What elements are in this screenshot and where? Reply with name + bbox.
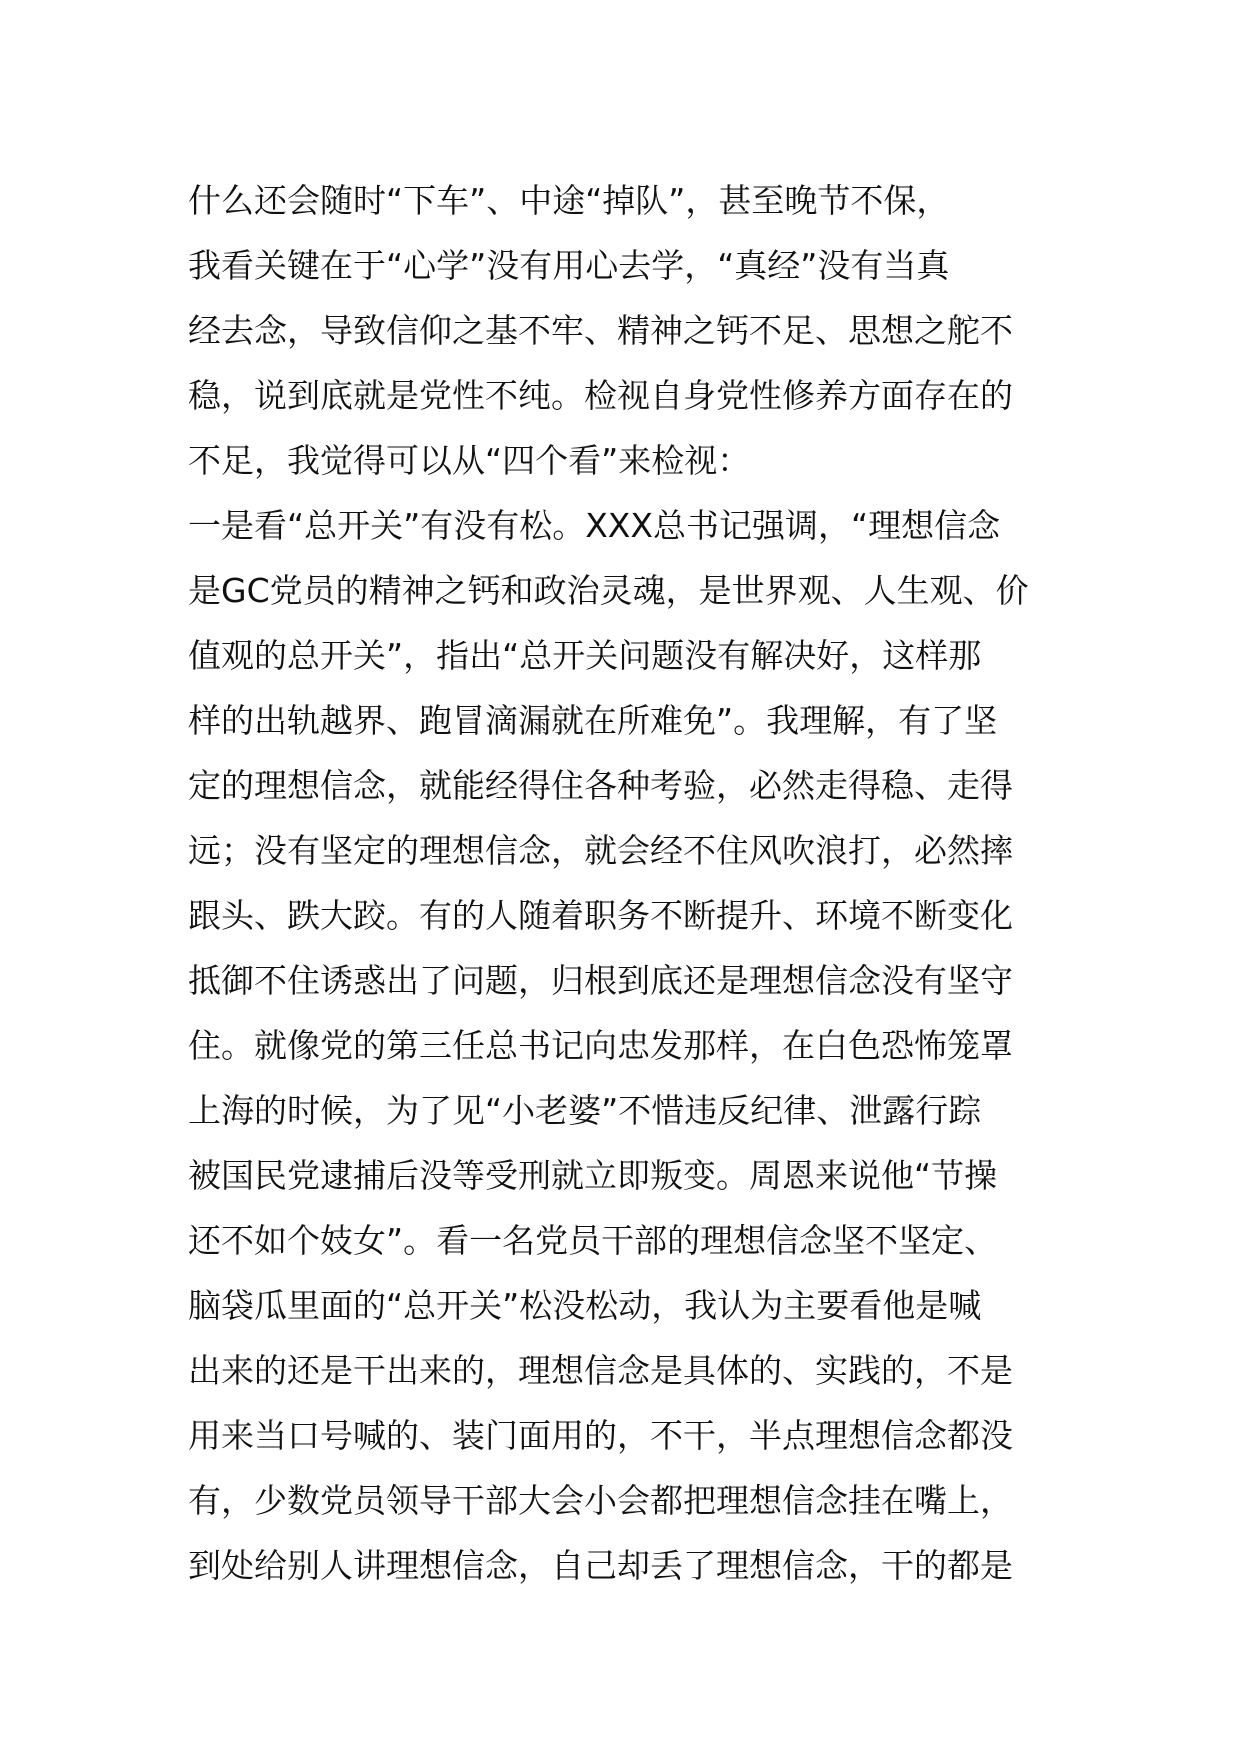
text-line: 有，少数党员领导干部大会小会都把理想信念挂在嘴上， xyxy=(188,1481,1013,1520)
text-line: 是GC党员的精神之钙和政治灵魂，是世界观、人生观、价 xyxy=(188,571,1029,610)
text-line: 一是看“总开关”有没有松。XXX总书记强调，“理想信念 xyxy=(188,506,1001,545)
text-line: 远；没有坚定的理想信念，就会经不住风吹浪打，必然摔 xyxy=(188,831,1013,870)
text-line: 值观的总开关”，指出“总开关问题没有解决好，这样那 xyxy=(188,636,982,675)
text-line: 用来当口号喊的、装门面用的，不干，半点理想信念都没 xyxy=(188,1416,1013,1455)
text-line: 稳，说到底就是党性不纯。检视自身党性修养方面存在的 xyxy=(188,376,1013,415)
text-line: 什么还会随时“下车”、中途“掉队”，甚至晚节不保， xyxy=(188,181,950,220)
text-line: 脑袋瓜里面的“总开关”松没松动，我认为主要看他是喊 xyxy=(188,1286,982,1325)
text-line: 经去念，导致信仰之基不牢、精神之钙不足、思想之舵不 xyxy=(188,311,1013,350)
text-line: 被国民党逮捕后没等受刑就立即叛变。周恩来说他“节操 xyxy=(188,1156,998,1195)
text-line: 跟头、跌大跤。有的人随着职务不断提升、环境不断变化 xyxy=(188,896,1013,935)
text-line: 抵御不住诱惑出了问题，归根到底还是理想信念没有坚守 xyxy=(188,961,1013,1000)
text-line: 还不如个妓女”。看一名党员干部的理想信念坚不坚定、 xyxy=(188,1221,998,1260)
text-line: 不足，我觉得可以从“四个看”来检视： xyxy=(188,441,751,480)
text-line: 上海的时候，为了见“小老婆”不惜违反纪律、泄露行踪 xyxy=(188,1091,982,1130)
body-text xyxy=(188,168,1058,1598)
text-line: 出来的还是干出来的，理想信念是具体的、实践的，不是 xyxy=(188,1351,1013,1390)
text-line: 定的理想信念，就能经得住各种考验，必然走得稳、走得 xyxy=(188,766,1013,805)
text-line: 住。就像党的第三任总书记向忠发那样，在白色恐怖笼罩 xyxy=(188,1026,1013,1065)
text-line: 到处给别人讲理想信念，自己却丢了理想信念，干的都是 xyxy=(188,1546,1013,1585)
text-line: 我看关键在于“心学”没有用心去学，“真经”没有当真 xyxy=(188,246,950,285)
text-line: 样的出轨越界、跑冒滴漏就在所难免”。我理解，有了坚 xyxy=(188,701,998,740)
